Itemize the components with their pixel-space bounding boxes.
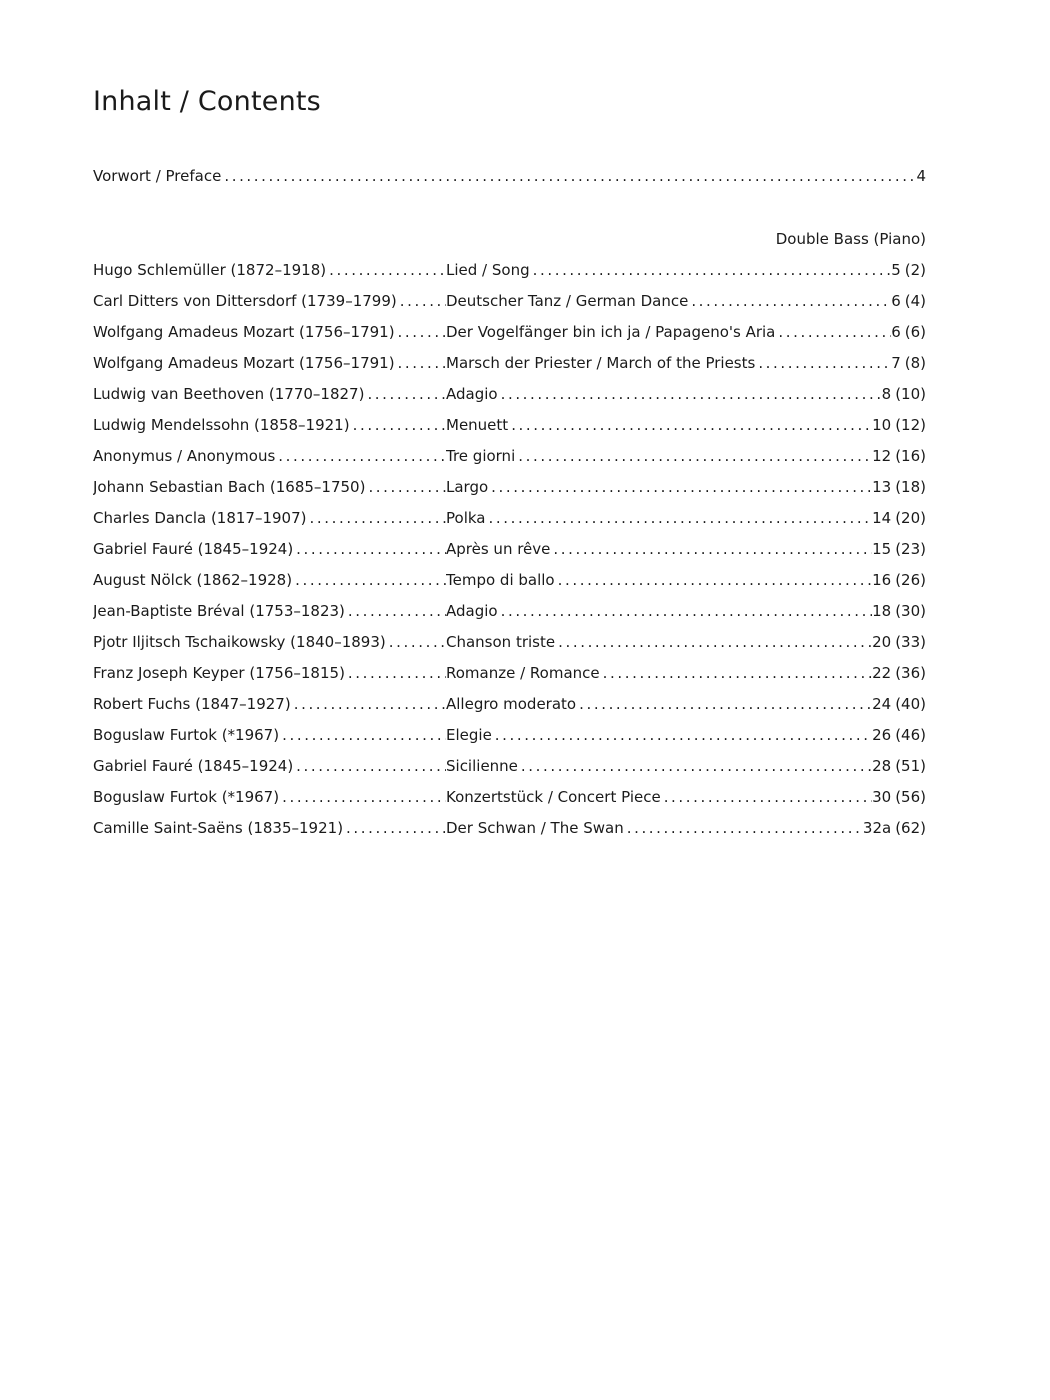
work-title: Menuett xyxy=(446,416,509,434)
contents-entry[interactable] xyxy=(93,321,926,352)
title-cell xyxy=(446,569,926,591)
page-numbers xyxy=(872,693,926,715)
composer-name: Pjotr Iljitsch Tschaikowsky (1840–1893) xyxy=(93,633,386,651)
page-numbers xyxy=(891,290,926,312)
work-title: Elegie xyxy=(446,726,492,744)
piano-page-number: (26) xyxy=(895,571,926,589)
piano-page-number: (2) xyxy=(904,261,926,279)
contents-entry[interactable] xyxy=(93,445,926,476)
contents-entry[interactable] xyxy=(93,569,926,600)
contents-entry[interactable] xyxy=(93,414,926,445)
page-numbers xyxy=(872,538,926,560)
bass-page-number: 6 xyxy=(891,323,901,341)
bass-page-number: 7 xyxy=(891,354,901,372)
piano-page-number: (30) xyxy=(895,602,926,620)
piano-page-number: (4) xyxy=(904,292,926,310)
contents-entry[interactable] xyxy=(93,476,926,507)
dot-leader xyxy=(555,631,872,653)
dot-leader xyxy=(395,352,446,374)
page-numbers xyxy=(872,631,926,653)
page-numbers xyxy=(872,662,926,684)
composer-name: Carl Ditters von Dittersdorf (1739–1799) xyxy=(93,292,397,310)
title-cell xyxy=(446,600,926,622)
dot-leader xyxy=(508,414,872,436)
work-title: Polka xyxy=(446,509,486,527)
piano-page-number: (62) xyxy=(895,819,926,837)
dot-leader xyxy=(498,383,882,405)
piano-page-number: (23) xyxy=(895,540,926,558)
composer-name: Jean-Baptiste Bréval (1753–1823) xyxy=(93,602,345,620)
piano-page-number: (33) xyxy=(895,633,926,651)
piano-page-number: (18) xyxy=(895,478,926,496)
piano-page-number: (12) xyxy=(895,416,926,434)
composer-name: Ludwig van Beethoven (1770–1827) xyxy=(93,385,365,403)
title-cell xyxy=(446,414,926,436)
title-cell xyxy=(446,786,926,808)
work-title: Lied / Song xyxy=(446,261,530,279)
dot-leader xyxy=(775,321,891,343)
title-cell xyxy=(446,290,926,312)
contents-entry[interactable] xyxy=(93,538,926,569)
work-title: Allegro moderato xyxy=(446,695,577,713)
page-numbers xyxy=(872,476,926,498)
title-cell xyxy=(446,755,926,777)
dot-leader xyxy=(485,507,872,529)
page-numbers xyxy=(863,817,926,839)
composer-name: Gabriel Fauré (1845–1924) xyxy=(93,757,294,775)
composer-cell xyxy=(93,445,446,467)
dot-leader xyxy=(518,755,872,777)
dot-leader xyxy=(492,724,872,746)
dot-leader xyxy=(661,786,872,808)
work-title: Après un rêve xyxy=(446,540,551,558)
contents-entry[interactable] xyxy=(93,259,926,290)
composer-cell xyxy=(93,383,446,405)
title-cell xyxy=(446,817,926,839)
piano-page-number: (56) xyxy=(895,788,926,806)
dot-leader xyxy=(279,724,446,746)
bass-page-number: 8 xyxy=(881,385,892,403)
contents-entry[interactable] xyxy=(93,786,926,817)
work-title: Sicilienne xyxy=(446,757,518,775)
contents-entry[interactable] xyxy=(93,600,926,631)
composer-cell xyxy=(93,662,446,684)
page-column-header: Double Bass (Piano) xyxy=(775,230,926,248)
dot-leader xyxy=(555,569,873,591)
composer-name: Ludwig Mendelssohn (1858–1921) xyxy=(93,416,350,434)
dot-leader xyxy=(488,476,872,498)
composer-name: Boguslaw Furtok (*1967) xyxy=(93,726,280,744)
composer-name: Anonymus / Anonymous xyxy=(93,447,276,465)
dot-leader xyxy=(279,786,446,808)
composer-name: Wolfgang Amadeus Mozart (1756–1791) xyxy=(93,323,395,341)
contents-entry[interactable] xyxy=(93,290,926,321)
bass-page-number: 16 xyxy=(872,571,892,589)
contents-list xyxy=(93,259,926,848)
preface-entry[interactable] xyxy=(93,165,926,187)
work-title: Chanson triste xyxy=(446,633,556,651)
dot-leader xyxy=(326,259,446,281)
composer-cell xyxy=(93,538,446,560)
composer-cell xyxy=(93,631,446,653)
dot-leader xyxy=(275,445,446,467)
bass-page-number: 5 xyxy=(891,261,901,279)
title-cell xyxy=(446,383,926,405)
dot-leader xyxy=(515,445,872,467)
work-title: Der Vogelfänger bin ich ja / Papageno's Aria xyxy=(446,323,776,341)
page-numbers xyxy=(891,321,926,343)
contents-entry[interactable] xyxy=(93,724,926,755)
piano-page-number: (36) xyxy=(895,664,926,682)
title-cell xyxy=(446,321,926,343)
bass-page-number: 14 xyxy=(872,509,892,527)
composer-name: Gabriel Fauré (1845–1924) xyxy=(93,540,294,558)
title-cell xyxy=(446,507,926,529)
page-numbers xyxy=(872,569,926,591)
page-numbers xyxy=(872,445,926,467)
bass-page-number: 32a xyxy=(862,819,892,837)
contents-entry[interactable] xyxy=(93,693,926,724)
bass-page-number: 24 xyxy=(872,695,892,713)
preface-page-number: 4 xyxy=(916,167,926,185)
composer-cell xyxy=(93,476,446,498)
composer-name: Camille Saint-Saëns (1835–1921) xyxy=(93,819,344,837)
page-numbers xyxy=(872,507,926,529)
bass-page-number: 13 xyxy=(872,478,892,496)
dot-leader xyxy=(624,817,863,839)
composer-cell xyxy=(93,817,446,839)
contents-page xyxy=(93,0,926,1400)
composer-cell xyxy=(93,569,446,591)
composer-cell xyxy=(93,321,446,343)
work-title: Marsch der Priester / March of the Priests xyxy=(446,354,756,372)
dot-leader xyxy=(307,507,447,529)
work-title: Der Schwan / The Swan xyxy=(446,819,624,837)
title-cell xyxy=(446,476,926,498)
dot-leader xyxy=(550,538,872,560)
dot-leader xyxy=(395,321,446,343)
composer-name: Robert Fuchs (1847–1927) xyxy=(93,695,291,713)
page-numbers xyxy=(872,600,926,622)
page-numbers xyxy=(872,786,926,808)
work-title: Romanze / Romance xyxy=(446,664,600,682)
preface-label: Vorwort / Preface xyxy=(93,167,222,185)
dot-leader xyxy=(293,538,446,560)
contents-entry[interactable] xyxy=(93,631,926,662)
title-cell xyxy=(446,445,926,467)
bass-page-number: 18 xyxy=(872,602,892,620)
dot-leader xyxy=(498,600,873,622)
bass-page-number: 6 xyxy=(891,292,901,310)
piano-page-number: (8) xyxy=(904,354,926,372)
bass-page-number: 30 xyxy=(872,788,892,806)
composer-name: Hugo Schlemüller (1872–1918) xyxy=(93,261,327,279)
dot-leader xyxy=(530,259,892,281)
piano-page-number: (16) xyxy=(895,447,926,465)
work-title: Tre giorni xyxy=(446,447,516,465)
composer-name: Charles Dancla (1817–1907) xyxy=(93,509,307,527)
dot-leader xyxy=(345,600,446,622)
composer-cell xyxy=(93,755,446,777)
dot-leader xyxy=(397,290,446,312)
composer-cell xyxy=(93,724,446,746)
composer-cell xyxy=(93,290,446,312)
composer-cell xyxy=(93,693,446,715)
contents-entry[interactable] xyxy=(93,507,926,538)
work-title: Largo xyxy=(446,478,489,496)
composer-cell xyxy=(93,786,446,808)
page-numbers xyxy=(891,259,926,281)
piano-page-number: (6) xyxy=(904,323,926,341)
composer-name: Franz Joseph Keyper (1756–1815) xyxy=(93,664,345,682)
bass-page-number: 15 xyxy=(872,540,892,558)
composer-cell xyxy=(93,414,446,436)
composer-cell xyxy=(93,352,446,374)
dot-leader xyxy=(221,165,916,187)
title-cell xyxy=(446,631,926,653)
work-title: Deutscher Tanz / German Dance xyxy=(446,292,689,310)
title-cell xyxy=(446,662,926,684)
dot-leader xyxy=(350,414,446,436)
piano-page-number: (46) xyxy=(895,726,926,744)
composer-name: August Nölck (1862–1928) xyxy=(93,571,293,589)
composer-cell xyxy=(93,259,446,281)
bass-page-number: 10 xyxy=(872,416,892,434)
title-cell xyxy=(446,693,926,715)
work-title: Adagio xyxy=(446,385,498,403)
bass-page-number: 26 xyxy=(872,726,892,744)
bass-page-number: 28 xyxy=(872,757,892,775)
page-title: Inhalt / Contents xyxy=(93,86,321,117)
contents-entry[interactable] xyxy=(93,817,926,848)
bass-page-number: 20 xyxy=(872,633,892,651)
dot-leader xyxy=(365,476,446,498)
contents-entry[interactable] xyxy=(93,662,926,693)
dot-leader xyxy=(688,290,891,312)
page-numbers xyxy=(891,352,926,374)
work-title: Adagio xyxy=(446,602,498,620)
contents-entry[interactable] xyxy=(93,383,926,414)
dot-leader xyxy=(755,352,891,374)
piano-page-number: (51) xyxy=(895,757,926,775)
dot-leader xyxy=(386,631,446,653)
title-cell xyxy=(446,724,926,746)
contents-entry[interactable] xyxy=(93,352,926,383)
piano-page-number: (40) xyxy=(895,695,926,713)
dot-leader xyxy=(364,383,446,405)
title-cell xyxy=(446,352,926,374)
dot-leader xyxy=(345,662,446,684)
work-title: Konzertstück / Concert Piece xyxy=(446,788,661,806)
composer-cell xyxy=(93,600,446,622)
composer-name: Boguslaw Furtok (*1967) xyxy=(93,788,280,806)
dot-leader xyxy=(293,755,446,777)
dot-leader xyxy=(291,693,446,715)
dot-leader xyxy=(292,569,446,591)
bass-page-number: 12 xyxy=(872,447,892,465)
composer-name: Wolfgang Amadeus Mozart (1756–1791) xyxy=(93,354,395,372)
piano-page-number: (10) xyxy=(895,385,926,403)
page-numbers xyxy=(872,414,926,436)
contents-entry[interactable] xyxy=(93,755,926,786)
page-numbers xyxy=(872,755,926,777)
title-cell xyxy=(446,538,926,560)
dot-leader xyxy=(576,693,872,715)
composer-cell xyxy=(93,507,446,529)
dot-leader xyxy=(343,817,446,839)
work-title: Tempo di ballo xyxy=(446,571,555,589)
bass-page-number: 22 xyxy=(872,664,892,682)
piano-page-number: (20) xyxy=(895,509,926,527)
page-numbers xyxy=(872,724,926,746)
title-cell xyxy=(446,259,926,281)
composer-name: Johann Sebastian Bach (1685–1750) xyxy=(93,478,366,496)
dot-leader xyxy=(600,662,872,684)
page-numbers xyxy=(882,383,926,405)
